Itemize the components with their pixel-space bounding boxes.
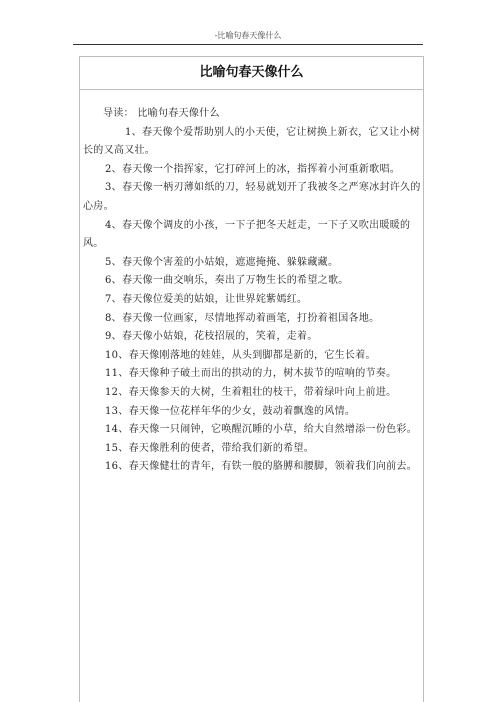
paragraph-16: 16、春天像健壮的青年，有铁一般的胳膊和腰脚，领着我们向前去。 xyxy=(105,461,418,473)
paragraph-3: 3、春天像一柄刃薄如纸的刀，轻易就划开了我被冬之严寒冰封许久的心房。 xyxy=(83,182,421,212)
paragraph-10: 10、春天像刚落地的娃娃，从头到脚都是新的，它生长着。 xyxy=(105,349,376,361)
paragraph-9: 9、春天像小姑娘，花枝招展的，笑着，走着。 xyxy=(105,331,318,343)
intro-line: 导读： 比喻句春天像什么 xyxy=(103,108,220,119)
paragraph-11: 11、春天像种子破土而出的拱动的力，树木拔节的喧响的节奏。 xyxy=(105,368,397,380)
document-frame xyxy=(79,56,424,702)
title-row xyxy=(80,57,423,90)
paragraph-5: 5、春天像个害羞的小姑娘，遮遮掩掩、躲躲藏藏。 xyxy=(105,256,339,268)
paragraph-6: 6、春天像一曲交响乐，奏出了万物生长的希望之歌。 xyxy=(105,275,349,287)
paragraph-8: 8、春天像一位画家，尽情地挥动着画笔，打扮着祖国各地。 xyxy=(105,312,380,324)
document-body xyxy=(83,105,421,477)
paragraph-2: 2、春天像一个指挥家，它打碎河上的冰，指挥着小河重新歌唱。 xyxy=(105,163,401,175)
paragraph-1: 1、春天像个爱帮助别人的小天使，它让树换上新衣，它又让小树长的又高又壮。 xyxy=(83,126,421,157)
paragraph-12: 12、春天像参天的大树，生着粗壮的枝干，带着绿叶向上前进。 xyxy=(105,386,397,398)
header-rule xyxy=(73,44,423,45)
paragraph-15: 15、春天像胜利的使者，带给我们新的希望。 xyxy=(105,442,315,454)
paragraph-13: 13、春天像一位花样年华的少女，鼓动着飘逸的风情。 xyxy=(105,405,356,417)
running-header: -比喻句春天像什么 xyxy=(214,31,282,40)
paragraph-14: 14、春天像一只闹钟，它唤醒沉睡的小草，给大自然增添一份色彩。 xyxy=(105,424,418,436)
paragraph-4: 4、春天像个调皮的小孩，一下子把冬天赶走，一下子又吹出暖暖的风。 xyxy=(83,219,411,250)
document-title: 比喻句春天像什么 xyxy=(199,65,304,80)
paragraph-7: 7、春天像位爱美的姑娘，让世界姹紫嫣红。 xyxy=(105,293,308,305)
